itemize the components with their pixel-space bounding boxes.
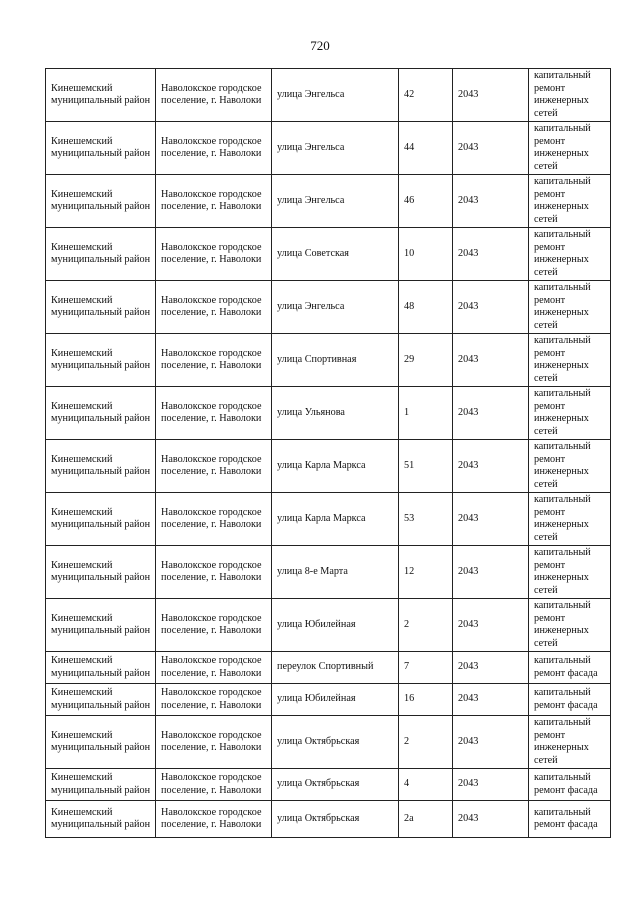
work-type-cell [529, 652, 611, 684]
settlement-cell [156, 175, 272, 228]
repair-schedule-table [45, 68, 611, 838]
district-cell [46, 334, 156, 387]
street-cell [272, 69, 399, 122]
street-cell-text: переулок Спортивный [277, 661, 374, 673]
settlement-cell-text: Наволокское городское поселение, г. Наволоки [161, 655, 262, 679]
settlement-cell [156, 69, 272, 122]
street-cell [272, 122, 399, 175]
year-cell-text: 2043 [458, 735, 479, 747]
house-number-cell [399, 599, 453, 652]
year-cell [453, 684, 529, 716]
settlement-cell-text: Наволокское городское поселение, г. Наволоки [161, 135, 262, 159]
house-number-cell [399, 652, 453, 684]
work-type-cell [529, 281, 611, 334]
district-cell [46, 684, 156, 716]
table-row [46, 334, 611, 387]
table-row [46, 652, 611, 684]
work-type-cell [529, 769, 611, 801]
work-type-cell [529, 69, 611, 122]
table-row [46, 175, 611, 228]
district-cell-text: Кинешемский муниципальный район [51, 294, 151, 318]
street-cell-text: улица Энгельса [277, 300, 345, 312]
settlement-cell [156, 684, 272, 716]
table-row [46, 228, 611, 281]
table-row [46, 387, 611, 440]
settlement-cell [156, 546, 272, 599]
street-cell [272, 228, 399, 281]
house-number-cell-text: 2а [404, 812, 414, 824]
year-cell [453, 546, 529, 599]
house-number-cell [399, 122, 453, 175]
street-cell [272, 546, 399, 599]
street-cell-text: улица Энгельса [277, 194, 345, 206]
work-type-cell-text: капитальный ремонт инженерных сетей [534, 70, 591, 119]
work-type-cell-text: капитальный ремонт инженерных сетей [534, 123, 591, 172]
settlement-cell [156, 334, 272, 387]
house-number-cell-text: 1 [404, 406, 410, 418]
settlement-cell-text: Наволокское городское поселение, г. Наволоки [161, 559, 262, 583]
house-number-cell [399, 228, 453, 281]
street-cell-text: улица Спортивная [277, 353, 357, 365]
settlement-cell-text: Наволокское городское поселение, г. Наволоки [161, 506, 262, 530]
settlement-cell-text: Наволокское городское поселение, г. Наволоки [161, 772, 262, 796]
year-cell [453, 599, 529, 652]
settlement-cell [156, 228, 272, 281]
work-type-cell [529, 175, 611, 228]
district-cell [46, 716, 156, 769]
district-cell [46, 228, 156, 281]
street-cell [272, 801, 399, 838]
house-number-cell-text: 51 [404, 459, 415, 471]
house-number-cell [399, 801, 453, 838]
district-cell [46, 122, 156, 175]
street-cell [272, 716, 399, 769]
settlement-cell-text: Наволокское городское поселение, г. Наволоки [161, 729, 262, 753]
district-cell [46, 801, 156, 838]
year-cell-text: 2043 [458, 565, 479, 577]
district-cell-text: Кинешемский муниципальный район [51, 135, 151, 159]
house-number-cell [399, 684, 453, 716]
table-row [46, 599, 611, 652]
street-cell-text: улица Октябрьская [277, 778, 360, 790]
house-number-cell-text: 4 [404, 778, 410, 790]
table-row [46, 769, 611, 801]
street-cell-text: улица Советская [277, 247, 349, 259]
district-cell-text: Кинешемский муниципальный район [51, 188, 151, 212]
settlement-cell [156, 599, 272, 652]
work-type-cell [529, 228, 611, 281]
year-cell-text: 2043 [458, 247, 479, 259]
page-number: 720 [310, 38, 330, 53]
work-type-cell [529, 387, 611, 440]
work-type-cell [529, 440, 611, 493]
table-body [46, 69, 611, 838]
street-cell-text: улица Юбилейная [277, 693, 356, 705]
table-row [46, 122, 611, 175]
district-cell-text: Кинешемский муниципальный район [51, 772, 151, 796]
district-cell [46, 546, 156, 599]
year-cell-text: 2043 [458, 693, 479, 705]
settlement-cell [156, 440, 272, 493]
year-cell [453, 122, 529, 175]
district-cell-text: Кинешемский муниципальный район [51, 241, 151, 265]
street-cell [272, 493, 399, 546]
table-row [46, 281, 611, 334]
settlement-cell [156, 652, 272, 684]
work-type-cell-text: капитальный ремонт инженерных сетей [534, 547, 591, 596]
district-cell [46, 69, 156, 122]
year-cell-text: 2043 [458, 661, 479, 673]
district-cell-text: Кинешемский муниципальный район [51, 347, 151, 371]
district-cell-text: Кинешемский муниципальный район [51, 806, 151, 830]
street-cell [272, 440, 399, 493]
district-cell [46, 652, 156, 684]
settlement-cell [156, 387, 272, 440]
street-cell-text: улица Октябрьская [277, 735, 360, 747]
settlement-cell-text: Наволокское городское поселение, г. Наволоки [161, 294, 262, 318]
house-number-cell-text: 2 [404, 618, 410, 630]
work-type-cell [529, 684, 611, 716]
house-number-cell-text: 44 [404, 141, 415, 153]
work-type-cell-text: капитальный ремонт инженерных сетей [534, 282, 591, 331]
table-row [46, 69, 611, 122]
work-type-cell [529, 334, 611, 387]
year-cell-text: 2043 [458, 141, 479, 153]
year-cell [453, 652, 529, 684]
district-cell [46, 387, 156, 440]
year-cell [453, 281, 529, 334]
year-cell [453, 175, 529, 228]
district-cell-text: Кинешемский муниципальный район [51, 82, 151, 106]
year-cell [453, 228, 529, 281]
settlement-cell [156, 493, 272, 546]
year-cell [453, 769, 529, 801]
street-cell-text: улица Карла Маркса [277, 459, 366, 471]
street-cell [272, 175, 399, 228]
table-row [46, 801, 611, 838]
work-type-cell-text: капитальный ремонт инженерных сетей [534, 494, 591, 543]
settlement-cell [156, 716, 272, 769]
settlement-cell [156, 801, 272, 838]
table-row [46, 684, 611, 716]
year-cell-text: 2043 [458, 406, 479, 418]
district-cell [46, 281, 156, 334]
year-cell-text: 2043 [458, 618, 479, 630]
year-cell [453, 387, 529, 440]
house-number-cell-text: 53 [404, 512, 415, 524]
year-cell [453, 801, 529, 838]
work-type-cell-text: капитальный ремонт инженерных сетей [534, 441, 591, 490]
house-number-cell-text: 7 [404, 661, 410, 673]
year-cell-text: 2043 [458, 512, 479, 524]
work-type-cell-text: капитальный ремонт инженерных сетей [534, 176, 591, 225]
district-cell-text: Кинешемский муниципальный район [51, 655, 151, 679]
year-cell-text: 2043 [458, 812, 479, 824]
work-type-cell-text: капитальный ремонт фасада [534, 772, 598, 796]
district-cell-text: Кинешемский муниципальный район [51, 506, 151, 530]
street-cell-text: улица Энгельса [277, 88, 345, 100]
house-number-cell [399, 175, 453, 228]
work-type-cell [529, 122, 611, 175]
street-cell-text: улица Энгельса [277, 141, 345, 153]
work-type-cell-text: капитальный ремонт инженерных сетей [534, 388, 591, 437]
settlement-cell [156, 769, 272, 801]
street-cell [272, 387, 399, 440]
district-cell [46, 769, 156, 801]
year-cell-text: 2043 [458, 778, 479, 790]
settlement-cell [156, 122, 272, 175]
street-cell-text: улица Ульянова [277, 406, 345, 418]
house-number-cell [399, 769, 453, 801]
district-cell [46, 175, 156, 228]
year-cell [453, 493, 529, 546]
work-type-cell-text: капитальный ремонт фасада [534, 687, 598, 711]
year-cell [453, 69, 529, 122]
table-row [46, 716, 611, 769]
settlement-cell-text: Наволокское городское поселение, г. Наволоки [161, 241, 262, 265]
house-number-cell-text: 2 [404, 735, 410, 747]
district-cell [46, 440, 156, 493]
street-cell [272, 281, 399, 334]
street-cell-text: улица Октябрьская [277, 812, 360, 824]
year-cell-text: 2043 [458, 300, 479, 312]
table-row [46, 546, 611, 599]
work-type-cell [529, 599, 611, 652]
house-number-cell [399, 546, 453, 599]
year-cell [453, 716, 529, 769]
street-cell-text: улица Карла Маркса [277, 512, 366, 524]
district-cell [46, 599, 156, 652]
street-cell [272, 769, 399, 801]
settlement-cell-text: Наволокское городское поселение, г. Наволоки [161, 82, 262, 106]
house-number-cell-text: 12 [404, 565, 415, 577]
work-type-cell [529, 716, 611, 769]
work-type-cell-text: капитальный ремонт фасада [534, 655, 598, 679]
settlement-cell [156, 281, 272, 334]
year-cell-text: 2043 [458, 459, 479, 471]
settlement-cell-text: Наволокское городское поселение, г. Наволоки [161, 400, 262, 424]
table-row [46, 440, 611, 493]
work-type-cell [529, 493, 611, 546]
house-number-cell-text: 29 [404, 353, 415, 365]
street-cell-text: улица 8-е Марта [277, 565, 348, 577]
table-row [46, 493, 611, 546]
house-number-cell-text: 16 [404, 693, 415, 705]
work-type-cell-text: капитальный ремонт инженерных сетей [534, 717, 591, 766]
house-number-cell [399, 281, 453, 334]
street-cell [272, 652, 399, 684]
settlement-cell-text: Наволокское городское поселение, г. Наволоки [161, 188, 262, 212]
work-type-cell-text: капитальный ремонт инженерных сетей [534, 335, 591, 384]
work-type-cell-text: капитальный ремонт инженерных сетей [534, 229, 591, 278]
house-number-cell [399, 493, 453, 546]
house-number-cell-text: 48 [404, 300, 415, 312]
house-number-cell-text: 42 [404, 88, 415, 100]
district-cell-text: Кинешемский муниципальный район [51, 729, 151, 753]
work-type-cell [529, 546, 611, 599]
settlement-cell-text: Наволокское городское поселение, г. Наволоки [161, 612, 262, 636]
house-number-cell [399, 387, 453, 440]
house-number-cell [399, 334, 453, 387]
year-cell-text: 2043 [458, 353, 479, 365]
house-number-cell [399, 69, 453, 122]
house-number-cell [399, 440, 453, 493]
house-number-cell-text: 46 [404, 194, 415, 206]
house-number-cell-text: 10 [404, 247, 415, 259]
settlement-cell-text: Наволокское городское поселение, г. Наволоки [161, 687, 262, 711]
work-type-cell-text: капитальный ремонт фасада [534, 806, 598, 830]
settlement-cell-text: Наволокское городское поселение, г. Наволоки [161, 806, 262, 830]
street-cell [272, 684, 399, 716]
year-cell-text: 2043 [458, 194, 479, 206]
year-cell-text: 2043 [458, 88, 479, 100]
district-cell-text: Кинешемский муниципальный район [51, 559, 151, 583]
street-cell-text: улица Юбилейная [277, 618, 356, 630]
district-cell-text: Кинешемский муниципальный район [51, 687, 151, 711]
year-cell [453, 334, 529, 387]
street-cell [272, 599, 399, 652]
year-cell [453, 440, 529, 493]
settlement-cell-text: Наволокское городское поселение, г. Наволоки [161, 453, 262, 477]
district-cell-text: Кинешемский муниципальный район [51, 453, 151, 477]
district-cell-text: Кинешемский муниципальный район [51, 400, 151, 424]
street-cell [272, 334, 399, 387]
house-number-cell [399, 716, 453, 769]
district-cell-text: Кинешемский муниципальный район [51, 612, 151, 636]
district-cell [46, 493, 156, 546]
work-type-cell-text: капитальный ремонт инженерных сетей [534, 600, 591, 649]
work-type-cell [529, 801, 611, 838]
settlement-cell-text: Наволокское городское поселение, г. Наволоки [161, 347, 262, 371]
